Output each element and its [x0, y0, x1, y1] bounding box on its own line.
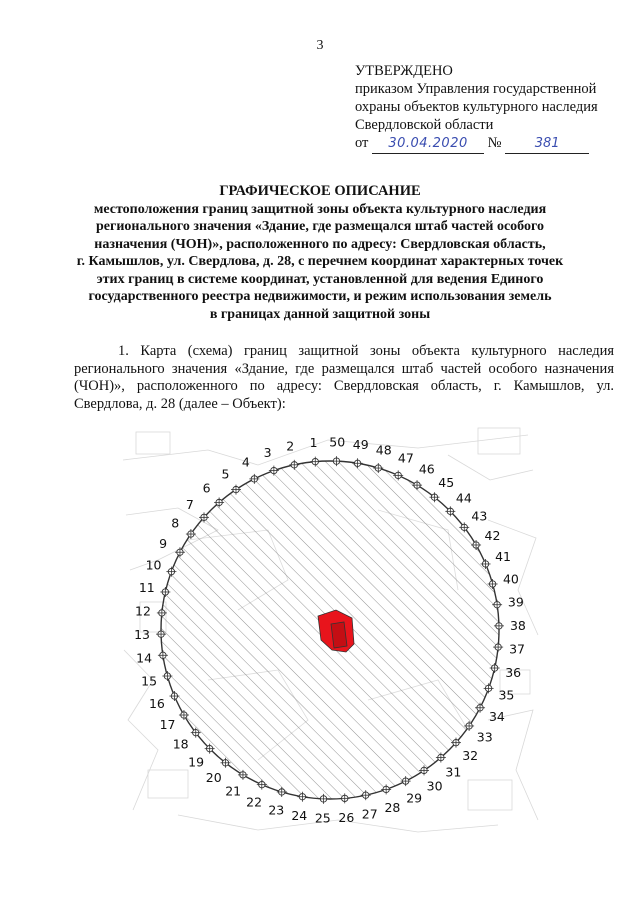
- boundary-point-label: 16: [148, 695, 165, 711]
- boundary-point-label: 17: [159, 717, 176, 733]
- title-line: местоположения границ защитной зоны объекта культурного наследия: [93, 201, 547, 217]
- boundary-point-label: 18: [172, 736, 189, 752]
- title-line: в границах данной защитной зоны: [209, 306, 431, 322]
- boundary-point-label: 1: [309, 435, 318, 451]
- boundary-point-label: 42: [484, 527, 501, 543]
- boundary-point-label: 15: [141, 673, 158, 689]
- title-line: назначения (ЧОН)», расположенного по адресу: Свердловская область,: [94, 236, 546, 252]
- paragraph-text: 1. Карта (схема) границ защитной зоны объекта культурного наследия регионального значения «Здание, где размещался штаб частей особого назначения (ЧОН)», расположенного по адресу: Свердловская область, г. Камышлов, ул. Свердлова, д. 28 (далее – Объект):: [74, 343, 614, 412]
- boundary-point-label: 41: [495, 549, 512, 565]
- approval-number: 381: [505, 135, 589, 154]
- boundary-point-label: 25: [314, 810, 331, 826]
- title-main: ГРАФИЧЕСКОЕ ОПИСАНИЕ: [219, 183, 421, 199]
- boundary-point-label: 43: [471, 508, 488, 524]
- title-line: государственного реестра недвижимости, и режим использования земель: [88, 289, 552, 304]
- boundary-point-label: 5: [221, 466, 230, 482]
- boundary-point-label: 8: [171, 515, 180, 531]
- boundary-point-label: 4: [241, 454, 250, 470]
- boundary-point-label: 47: [397, 450, 414, 466]
- title-line: регионального значения «Здание, где размещался штаб частей особого: [95, 219, 545, 234]
- approval-line-3: Свердловской области: [355, 117, 494, 133]
- document-title: [60, 183, 580, 323]
- boundary-point-label: 12: [135, 603, 151, 619]
- boundary-point-label: 7: [185, 497, 194, 513]
- boundary-point-label: 37: [509, 641, 525, 657]
- boundary-point-label: 45: [438, 474, 455, 490]
- approval-line-2: охраны объектов культурного наследия: [355, 99, 598, 115]
- boundary-point-label: 30: [426, 778, 443, 794]
- approval-date: 30.04.2020: [372, 135, 484, 154]
- boundary-point-label: 50: [329, 434, 346, 450]
- boundary-point-label: 9: [159, 535, 168, 551]
- boundary-point-label: 11: [138, 580, 155, 596]
- boundary-map-svg: [118, 420, 542, 840]
- boundary-point-label: 36: [505, 664, 522, 680]
- from-label: от: [355, 135, 369, 151]
- number-label: №: [487, 135, 502, 151]
- title-line: г. Камышлов, ул. Свердлова, д. 28, с перечнем координат характерных точек: [76, 254, 564, 269]
- boundary-point-label: 46: [418, 461, 435, 477]
- boundary-point-label: 28: [384, 799, 401, 815]
- boundary-point-label: 33: [476, 729, 493, 745]
- title-line: этих границ в системе координат, установленной для ведения Единого: [96, 271, 544, 287]
- boundary-point-label: 40: [502, 571, 519, 587]
- approval-line-1: приказом Управления государственной: [355, 81, 597, 97]
- boundary-point-label: 10: [145, 557, 162, 573]
- boundary-map: [118, 420, 542, 840]
- approval-heading: УТВЕРЖДЕНО: [355, 63, 453, 79]
- approval-stamp: [355, 62, 635, 154]
- boundary-point-label: 23: [268, 802, 285, 818]
- boundary-point-label: 14: [136, 650, 153, 666]
- boundary-point-label: 48: [375, 442, 392, 458]
- boundary-point-label: 39: [507, 594, 524, 610]
- boundary-point-label: 3: [263, 445, 272, 461]
- boundary-point-label: 6: [202, 480, 211, 496]
- boundary-point-label: 2: [286, 438, 295, 454]
- approval-date-row: [355, 134, 635, 154]
- page-number: 3: [316, 38, 324, 53]
- boundary-point-label: 27: [361, 806, 378, 822]
- boundary-point-label: 49: [352, 437, 369, 453]
- boundary-point-label: 22: [246, 794, 263, 810]
- boundary-point-label: 38: [509, 617, 526, 633]
- boundary-point-label: 35: [498, 687, 515, 703]
- boundary-point-label: 19: [188, 754, 205, 770]
- boundary-point-label: 26: [338, 809, 355, 825]
- boundary-point-label: 20: [205, 770, 222, 786]
- boundary-point-label: 13: [134, 627, 151, 643]
- boundary-point-label: 21: [225, 783, 242, 799]
- boundary-point-label: 44: [455, 490, 472, 506]
- boundary-point-label: 29: [406, 790, 423, 806]
- boundary-point-label: 24: [291, 807, 308, 823]
- boundary-point-label: 32: [462, 747, 479, 763]
- boundary-point-label: 31: [445, 764, 462, 780]
- map-description-paragraph: [74, 343, 614, 413]
- boundary-point-label: 34: [488, 709, 505, 725]
